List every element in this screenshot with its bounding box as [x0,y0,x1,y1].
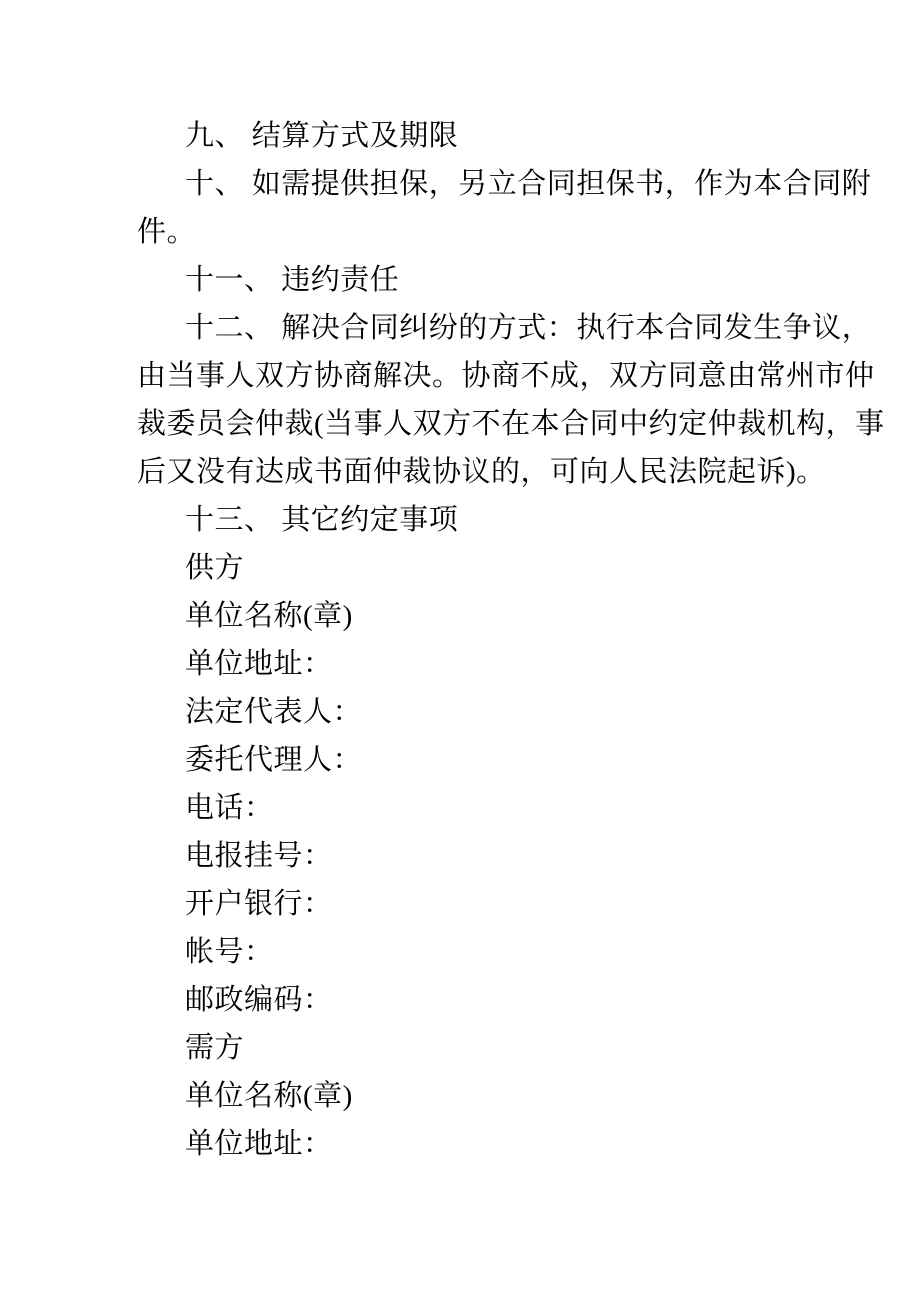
document-line: 邮政编码： [185,984,333,1016]
document-line: 十三、 其它约定事项 [185,504,459,536]
document-line: 法定代表人： [185,696,363,728]
document-line: 供方 [185,552,245,584]
document-body [137,112,899,1168]
document-line: 单位地址： [185,648,333,680]
document-line: 需方 [185,1032,245,1064]
document-line: 件。 [137,216,197,248]
document-line: 九、 结算方式及期限 [185,120,459,152]
document-line: 委托代理人： [185,744,363,776]
document-line: 单位名称(章) [185,600,353,632]
document-line: 十一、 违约责任 [185,264,400,296]
document-line: 十、 如需提供担保，另立合同担保书，作为本合同附 [185,168,872,200]
document-line: 开户银行： [185,888,333,920]
document-line: 由当事人双方协商解决。协商不成，双方同意由常州市仲 [137,360,875,392]
document-line: 后又没有达成书面仲裁协议的，可向人民法院起诉)。 [137,456,826,488]
document-line: 裁委员会仲裁(当事人双方不在本合同中约定仲裁机构，事 [137,408,885,440]
document-line: 单位名称(章) [185,1080,353,1112]
document-line: 电话： [185,792,274,824]
document-line: 单位地址： [185,1128,333,1160]
document-line: 电报挂号： [185,840,333,872]
document-line: 十二、 解决合同纠纷的方式：执行本合同发生争议， [185,312,872,344]
document-line: 帐号： [185,936,274,968]
